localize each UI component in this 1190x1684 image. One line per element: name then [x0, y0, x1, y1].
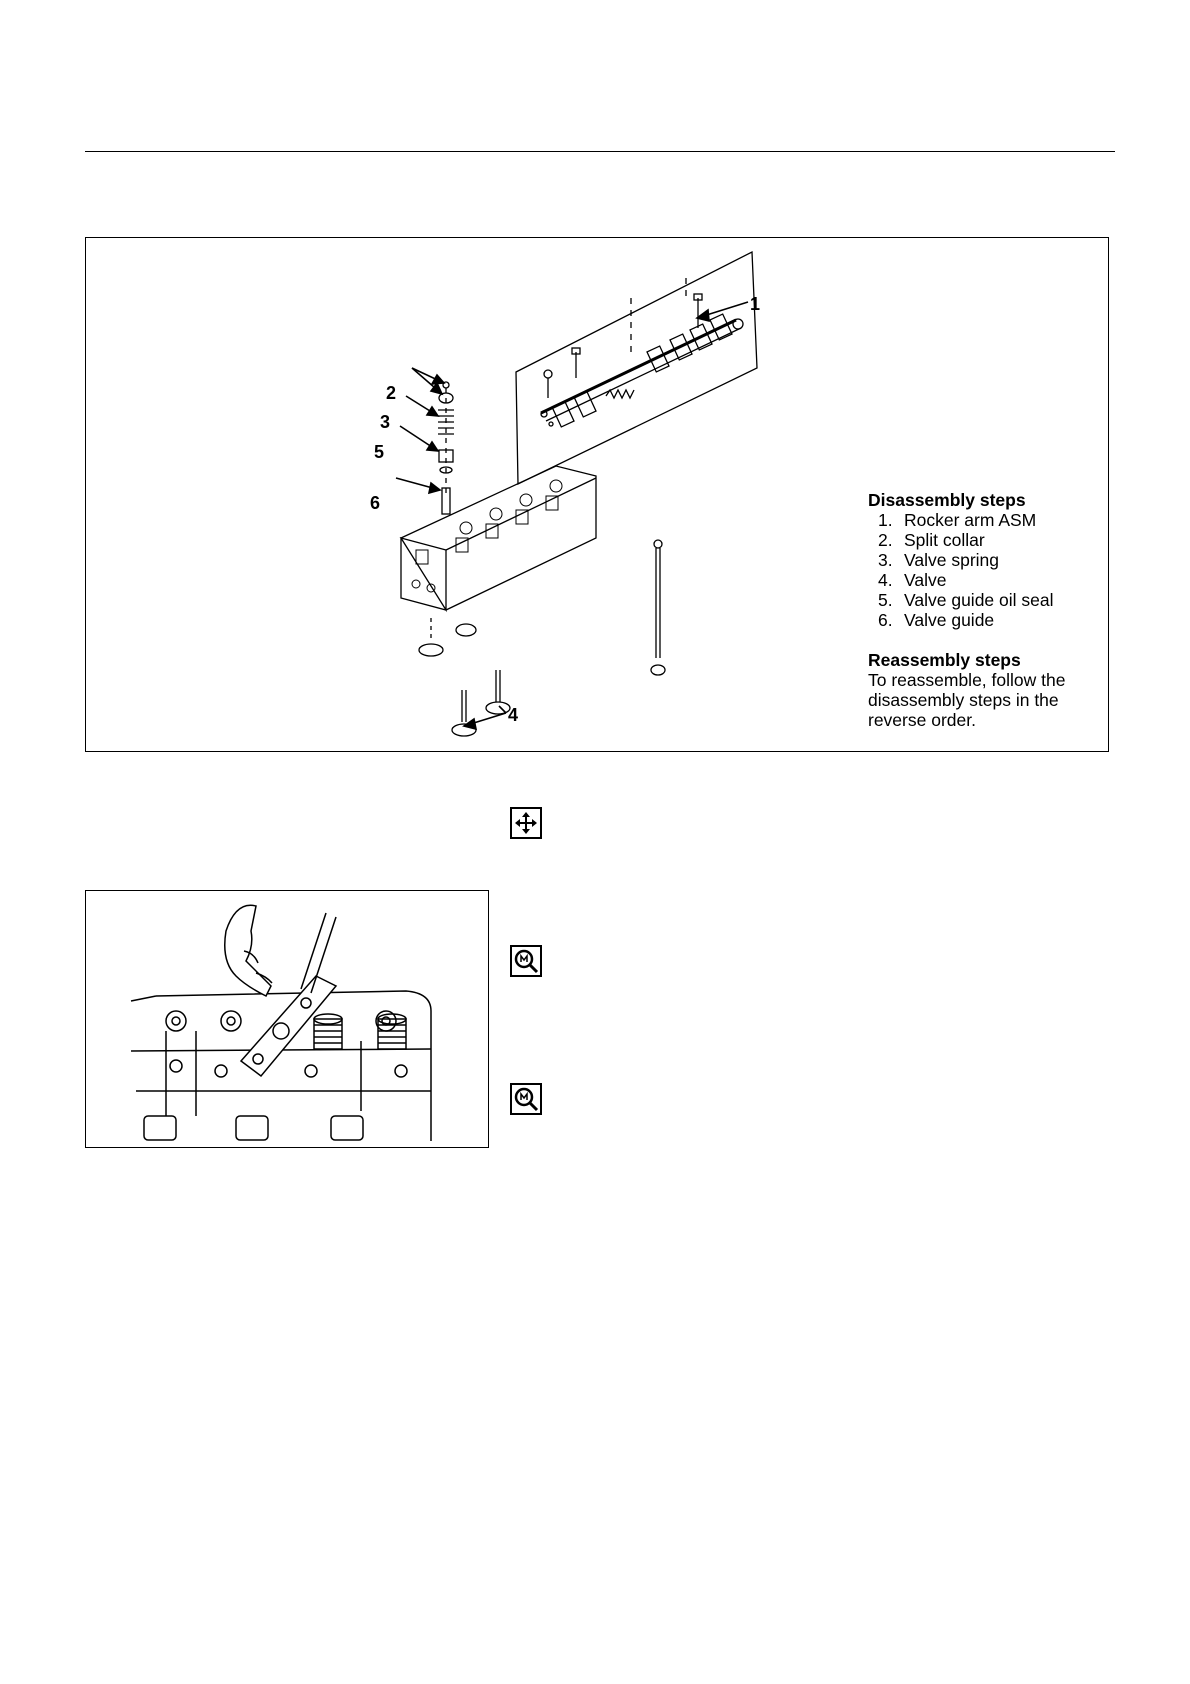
- inspection-magnifier-icon: [510, 1083, 542, 1115]
- reassembly-text: To reassemble, follow the disassembly steps in the reverse order.: [868, 670, 1066, 730]
- callout-3: 3: [380, 412, 391, 432]
- steps-panel: [868, 490, 1108, 730]
- reassembly-heading: Reassembly steps: [868, 650, 1021, 670]
- callout-1: 1: [750, 294, 761, 314]
- callout-4: 4: [508, 705, 519, 725]
- list-item: 1. Rocker arm ASM: [878, 510, 1037, 530]
- removal-arrows-icon: [510, 807, 542, 839]
- list-item: 4. Valve: [878, 570, 947, 590]
- spring-compressor-illustration: [85, 890, 489, 1148]
- disassembly-list: [868, 510, 1108, 630]
- list-item: 2. Split collar: [878, 530, 985, 550]
- list-item: 3. Valve spring: [878, 550, 1000, 570]
- callout-6: 6: [370, 493, 381, 513]
- list-item: 6. Valve guide: [878, 610, 995, 630]
- callout-5: 5: [374, 442, 385, 462]
- list-item: 5. Valve guide oil seal: [878, 590, 1054, 610]
- valve-spring-compressor-drawing: [86, 891, 489, 1148]
- header-rule: [85, 151, 1115, 152]
- disassembly-heading: Disassembly steps: [868, 490, 1026, 510]
- callout-2: 2: [386, 383, 397, 403]
- inspection-magnifier-icon: [510, 945, 542, 977]
